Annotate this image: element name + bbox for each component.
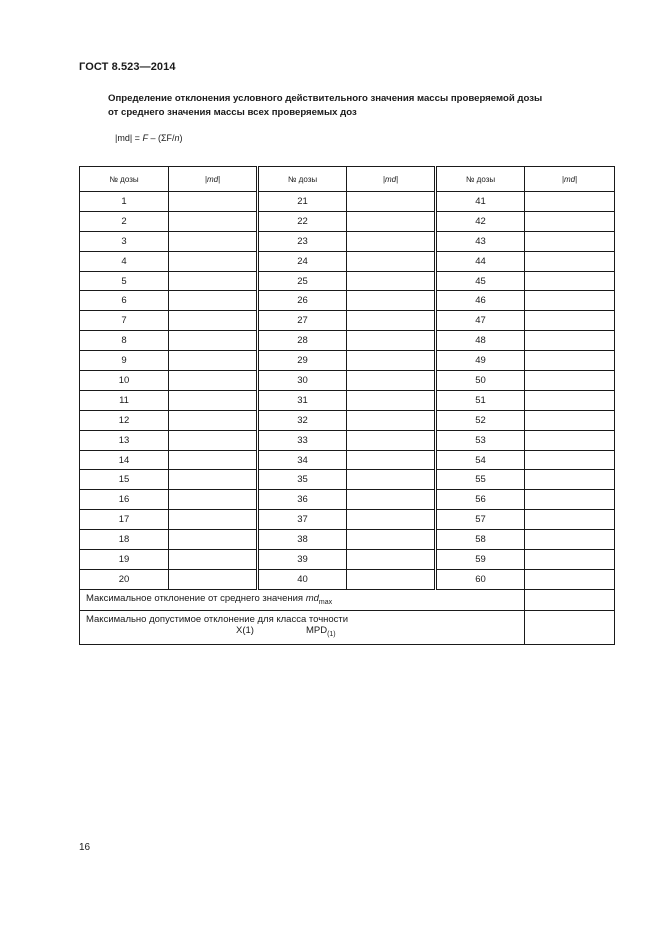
dose-number-cell: 43	[436, 231, 525, 251]
formula-F: F	[142, 133, 148, 143]
table-row	[80, 510, 615, 530]
table-row	[80, 231, 615, 251]
md-value-cell	[347, 450, 436, 470]
table-row	[80, 410, 615, 430]
footer-max-value	[525, 589, 615, 610]
caption-line-1: Определение отклонения условного действительного значения массы проверяемой дозы	[108, 93, 543, 104]
dose-number-cell: 22	[258, 211, 347, 231]
md-value-cell	[525, 530, 615, 550]
footer-mpd-sub: (1)	[327, 630, 336, 638]
md-value-cell	[525, 510, 615, 530]
md-value-cell	[347, 311, 436, 331]
dose-number-cell: 1	[80, 192, 169, 212]
footer-mpd-line2	[86, 625, 524, 638]
md-value-cell	[347, 351, 436, 371]
formula	[115, 133, 183, 143]
md-value-cell	[347, 510, 436, 530]
dose-number-cell: 33	[258, 430, 347, 450]
dose-number-cell: 28	[258, 331, 347, 351]
table-row	[80, 550, 615, 570]
md-value-cell	[347, 291, 436, 311]
md-value-cell	[169, 550, 258, 570]
md-value-cell	[169, 211, 258, 231]
md-value-cell	[525, 291, 615, 311]
table-row	[80, 211, 615, 231]
dose-number-cell: 7	[80, 311, 169, 331]
dose-number-cell: 39	[258, 550, 347, 570]
md-value-cell	[525, 192, 615, 212]
md-value-cell	[347, 331, 436, 351]
dose-number-cell: 2	[80, 211, 169, 231]
md-value-cell	[169, 351, 258, 371]
md-value-cell	[525, 311, 615, 331]
deviation-table	[79, 166, 615, 645]
md-value-cell	[525, 251, 615, 271]
md-value-cell	[169, 192, 258, 212]
footer-max-label	[80, 589, 525, 610]
md-value-cell	[347, 192, 436, 212]
md-value-cell	[347, 490, 436, 510]
dose-number-cell: 20	[80, 569, 169, 589]
formula-lhs: |md| =	[115, 133, 143, 143]
dose-number-cell: 41	[436, 192, 525, 212]
footer-mpd-symbol: MPD	[305, 624, 328, 636]
table-row	[80, 311, 615, 331]
dose-number-cell: 57	[436, 510, 525, 530]
md-value-cell	[347, 251, 436, 271]
md-value-cell	[169, 251, 258, 271]
md-value-cell	[169, 371, 258, 391]
md-value-cell	[347, 410, 436, 430]
md-value-cell	[169, 311, 258, 331]
header-dose-2: № дозы	[258, 167, 347, 192]
md-value-cell	[169, 231, 258, 251]
md-value-cell	[525, 569, 615, 589]
table-row	[80, 271, 615, 291]
md-value-cell	[525, 390, 615, 410]
md-value-cell	[525, 550, 615, 570]
caption-line-2: от среднего значения массы всех проверяемых доз	[108, 107, 357, 118]
table-row	[80, 371, 615, 391]
table-row	[80, 251, 615, 271]
dose-number-cell: 25	[258, 271, 347, 291]
dose-number-cell: 5	[80, 271, 169, 291]
dose-number-cell: 15	[80, 470, 169, 490]
md-value-cell	[169, 450, 258, 470]
header-dose-3: № дозы	[436, 167, 525, 192]
md-value-cell	[169, 510, 258, 530]
dose-number-cell: 58	[436, 530, 525, 550]
md-value-cell	[169, 569, 258, 589]
md-value-cell	[347, 371, 436, 391]
md-value-cell	[169, 271, 258, 291]
dose-number-cell: 23	[258, 231, 347, 251]
dose-number-cell: 13	[80, 430, 169, 450]
footer-max-sub: max	[318, 599, 333, 607]
table-row	[80, 569, 615, 589]
table-caption	[108, 92, 542, 120]
dose-number-cell: 38	[258, 530, 347, 550]
formula-close: )	[179, 133, 183, 143]
md-value-cell	[347, 569, 436, 589]
table-row	[80, 331, 615, 351]
dose-number-cell: 26	[258, 291, 347, 311]
dose-number-cell: 59	[436, 550, 525, 570]
md-value-cell	[169, 470, 258, 490]
dose-number-cell: 30	[258, 371, 347, 391]
md-value-cell	[169, 530, 258, 550]
dose-number-cell: 6	[80, 291, 169, 311]
dose-number-cell: 21	[258, 192, 347, 212]
header-md-2: |md|	[347, 167, 436, 192]
dose-number-cell: 50	[436, 371, 525, 391]
table-row	[80, 490, 615, 510]
dose-number-cell: 4	[80, 251, 169, 271]
table-row	[80, 291, 615, 311]
dose-number-cell: 44	[436, 251, 525, 271]
md-value-cell	[347, 430, 436, 450]
footer-max-md: md	[305, 593, 319, 605]
footer-mpd-class: X(1)	[236, 624, 254, 636]
dose-number-cell: 29	[258, 351, 347, 371]
md-value-cell	[347, 530, 436, 550]
md-value-cell	[525, 211, 615, 231]
footer-mpd-line1: Максимально допустимое отклонение для класса точности	[86, 613, 349, 625]
md-value-cell	[525, 490, 615, 510]
dose-number-cell: 40	[258, 569, 347, 589]
formula-n: n	[174, 133, 180, 143]
dose-number-cell: 42	[436, 211, 525, 231]
md-value-cell	[347, 550, 436, 570]
table-row	[80, 430, 615, 450]
md-value-cell	[169, 490, 258, 510]
formula-middle: – (ΣF/	[147, 133, 175, 143]
table-row	[80, 192, 615, 212]
dose-number-cell: 24	[258, 251, 347, 271]
dose-number-cell: 27	[258, 311, 347, 331]
md-value-cell	[525, 410, 615, 430]
table-row	[80, 530, 615, 550]
dose-number-cell: 11	[80, 390, 169, 410]
md-value-cell	[525, 331, 615, 351]
dose-number-cell: 18	[80, 530, 169, 550]
dose-number-cell: 51	[436, 390, 525, 410]
dose-number-cell: 53	[436, 430, 525, 450]
md-value-cell	[525, 470, 615, 490]
md-value-cell	[347, 390, 436, 410]
header-md-3: |md|	[525, 167, 615, 192]
md-value-cell	[169, 410, 258, 430]
dose-number-cell: 55	[436, 470, 525, 490]
md-value-cell	[347, 271, 436, 291]
dose-number-cell: 9	[80, 351, 169, 371]
dose-number-cell: 45	[436, 271, 525, 291]
dose-number-cell: 12	[80, 410, 169, 430]
md-value-cell	[347, 211, 436, 231]
md-value-cell	[525, 351, 615, 371]
dose-number-cell: 16	[80, 490, 169, 510]
md-value-cell	[347, 470, 436, 490]
md-value-cell	[169, 331, 258, 351]
header-dose-1: № дозы	[80, 167, 169, 192]
md-value-cell	[525, 430, 615, 450]
footer-mpd-label	[80, 610, 525, 644]
table-row	[80, 390, 615, 410]
md-value-cell	[347, 231, 436, 251]
dose-number-cell: 17	[80, 510, 169, 530]
dose-number-cell: 34	[258, 450, 347, 470]
dose-number-cell: 3	[80, 231, 169, 251]
dose-number-cell: 36	[258, 490, 347, 510]
md-value-cell	[169, 390, 258, 410]
dose-number-cell: 48	[436, 331, 525, 351]
footer-row-mpd	[80, 610, 615, 644]
table-header-row	[80, 167, 615, 192]
dose-number-cell: 52	[436, 410, 525, 430]
dose-number-cell: 49	[436, 351, 525, 371]
document-header: ГОСТ 8.523—2014	[79, 61, 176, 73]
md-value-cell	[169, 430, 258, 450]
dose-number-cell: 19	[80, 550, 169, 570]
dose-number-cell: 56	[436, 490, 525, 510]
dose-number-cell: 35	[258, 470, 347, 490]
dose-number-cell: 8	[80, 331, 169, 351]
md-value-cell	[525, 271, 615, 291]
dose-number-cell: 32	[258, 410, 347, 430]
footer-row-max	[80, 589, 615, 610]
dose-number-cell: 54	[436, 450, 525, 470]
header-md-1: |md|	[169, 167, 258, 192]
dose-number-cell: 60	[436, 569, 525, 589]
dose-number-cell: 47	[436, 311, 525, 331]
dose-number-cell: 46	[436, 291, 525, 311]
table-row	[80, 351, 615, 371]
footer-mpd-value	[525, 610, 615, 644]
page-number: 16	[79, 842, 91, 853]
dose-number-cell: 10	[80, 371, 169, 391]
dose-number-cell: 37	[258, 510, 347, 530]
md-value-cell	[525, 371, 615, 391]
table-row	[80, 450, 615, 470]
dose-number-cell: 31	[258, 390, 347, 410]
md-value-cell	[169, 291, 258, 311]
md-value-cell	[525, 231, 615, 251]
md-value-cell	[525, 450, 615, 470]
table-row	[80, 470, 615, 490]
dose-number-cell: 14	[80, 450, 169, 470]
footer-max-text: Максимальное отклонение от среднего значения	[86, 593, 306, 605]
